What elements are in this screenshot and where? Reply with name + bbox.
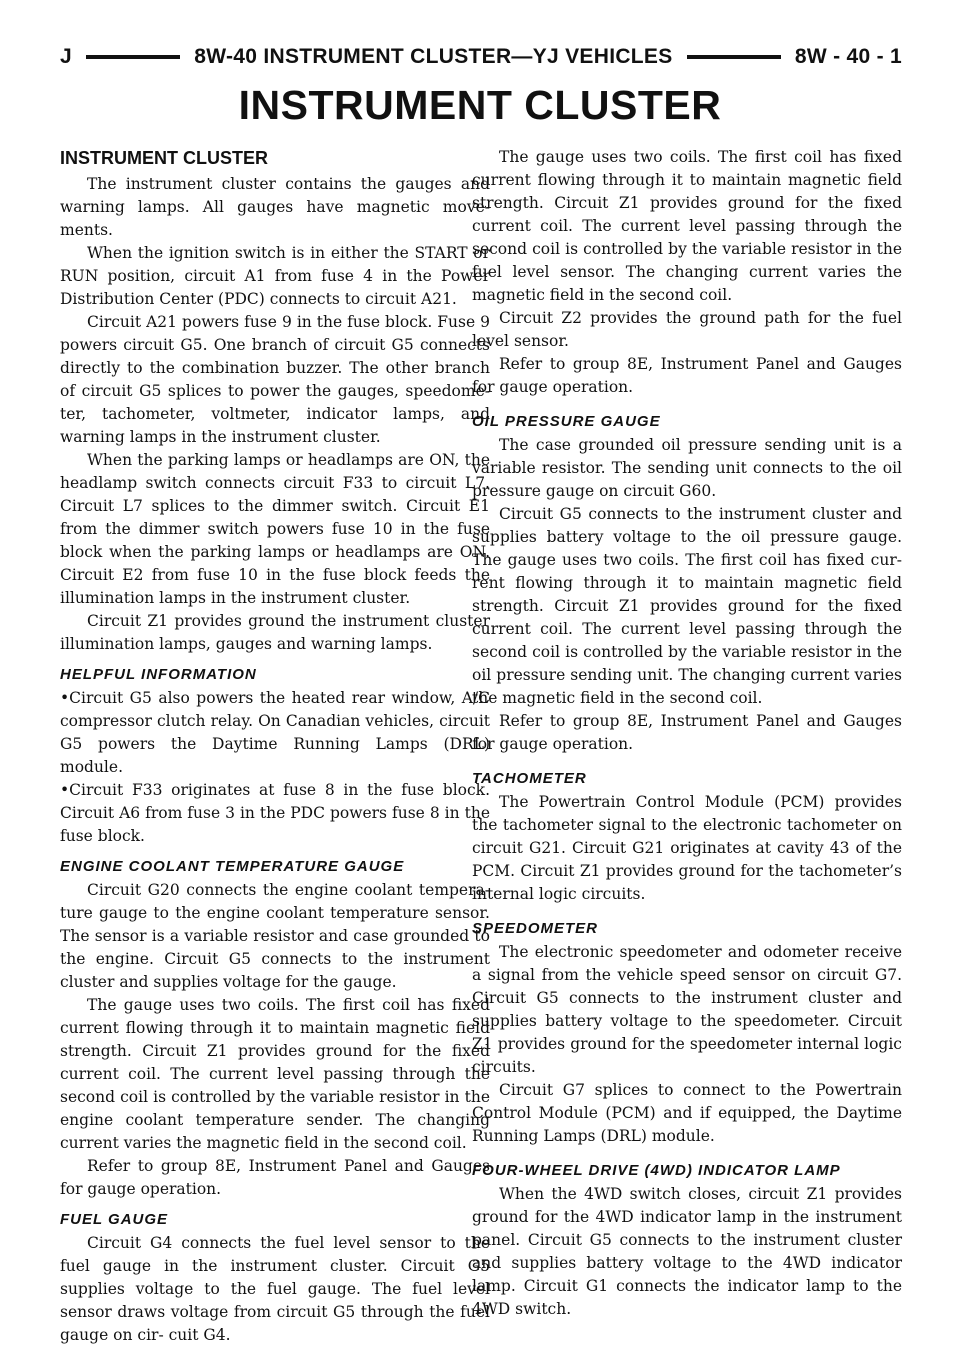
left-column [60, 146, 490, 1347]
oil-pressure-heading: OIL PRESSURE GAUGE [472, 413, 661, 430]
header-rule-left [86, 55, 180, 59]
paragraph: Circuit A21 powers fuse 9 in the fuse block. Fuse 9 powers circuit G5. One branch of circuit G5 connects directly to the combination buzzer. The other branch of circuit G5 splices to power the gauges, speedome- ter, tachometer, voltmeter, indicator lamps, and warning lamps in the instrument cluster. [60, 313, 490, 446]
paragraph: Circuit G7 splices to connect to the Powertrain Control Module (PCM) and if equipped, the Daytime Running Lamps (DRL) module. [472, 1081, 902, 1145]
paragraph: When the ignition switch is in either the START or RUN position, circuit A1 from fuse 4 in the Power Distribution Center (PDC) connects to circuit A21. [60, 244, 490, 308]
header-left: J [60, 45, 72, 68]
bullet-item: •Circuit F33 originates at fuse 8 in the fuse block. Circuit A6 from fuse 3 in the PDC powers fuse 8 in the fuse block. [60, 781, 490, 845]
helpful-info-heading: HELPFUL INFORMATION [60, 666, 257, 683]
page-header [60, 42, 902, 72]
4wd-indicator-heading: FOUR-WHEEL DRIVE (4WD) INDICATOR LAMP [472, 1162, 841, 1179]
paragraph: The gauge uses two coils. The first coil has fixed current flowing through it to maintain magnetic field strength. Circuit Z1 provides ground for the fixed current coil. The current level passing through the second coil is controlled by the variable resistor in the fuel level sensor. The changing current varies the magnetic field in the second coil. [472, 148, 902, 304]
header-right: 8W - 40 - 1 [794, 45, 903, 68]
paragraph: The case grounded oil pressure sending unit is a variable resistor. The sending unit connects to the oil pressure gauge on circuit G60. [472, 436, 902, 500]
right-column [472, 146, 902, 1321]
paragraph: The electronic speedometer and odometer receive a signal from the vehicle speed sensor on circuit G7. Circuit G5 connects to the instrument cluster and supplies battery voltage to the speedometer. Circuit Z1 provides ground for the speedometer internal logic circuits. [472, 943, 902, 1076]
paragraph: When the 4WD switch closes, circuit Z1 provides ground for the 4WD indicator lamp in the instrument panel. Circuit G5 connects to the instrument cluster and supplies battery voltage to the 4WD indicator lamp. Circuit G1 connects the indicator lamp to the 4WD switch. [472, 1185, 902, 1318]
tachometer-heading: TACHOMETER [472, 770, 587, 787]
paragraph: Refer to group 8E, Instrument Panel and Gauges for gauge operation. [60, 1157, 490, 1198]
paragraph: The gauge uses two coils. The first coil has fixed current flowing through it to maintain magnetic field strength. Circuit Z1 provides ground for the fixed current coil. The current level passing through the second coil is controlled by the variable resistor in the engine coolant temperature sender. The changing current varies the magnetic field in the second coil. [60, 996, 490, 1152]
paragraph: Circuit G20 connects the engine coolant tempera- ture gauge to the engine coolant temperature sensor. The sensor is a variable resistor and case grounded to the engine. Circuit G5 connects to the instrument cluster and supplies voltage for the gauge. [60, 881, 490, 991]
section-heading: INSTRUMENT CLUSTER [60, 148, 268, 168]
paragraph: Circuit Z2 provides the ground path for the fuel level sensor. [472, 309, 902, 350]
bullet-icon: • [60, 689, 70, 707]
speedometer-heading: SPEEDOMETER [472, 920, 599, 937]
paragraph: Circuit G5 connects to the instrument cluster and supplies battery voltage to the oil pressure gauge. The gauge uses two coils. The first coil has fixed cur- rent flowing through it to maintain magnetic field strength. Circuit Z1 provides ground for the fixed current coil. The current level passing through the second coil is controlled by the variable resistor in the oil pressure sending unit. The changing current varies the magnetic field in the second coil. [472, 505, 902, 707]
paragraph: Refer to group 8E, Instrument Panel and Gauges for gauge operation. [472, 355, 902, 396]
bullet-item: •Circuit G5 also powers the heated rear window, A/C compressor clutch relay. On Canadian vehicles, circuit G5 powers the Daytime Running Lamps (DRL) module. [60, 689, 490, 776]
header-rule-right [687, 55, 781, 59]
paragraph: Circuit Z1 provides ground the instrument cluster illumination lamps, gauges and warning lamps. [60, 612, 490, 653]
coolant-gauge-heading: ENGINE COOLANT TEMPERATURE GAUGE [60, 858, 405, 875]
paragraph: The Powertrain Control Module (PCM) provides the tachometer signal to the electronic tachometer on circuit G21. Circuit G21 originates at cavity 43 of the PCM. Circuit Z1 provides ground for the tachometer’s internal logic circuits. [472, 793, 902, 903]
header-center: 8W-40 INSTRUMENT CLUSTER—YJ VEHICLES [194, 45, 673, 68]
paragraph: Refer to group 8E, Instrument Panel and Gauges for gauge operation. [472, 712, 902, 753]
paragraph: When the parking lamps or headlamps are ON, the headlamp switch connects circuit F33 to circuit L7. Circuit L7 splices to the dimmer switch. Circuit E1 from the dimmer switch powers fuse 10 in the fuse block when the parking lamps or headlamps are ON. Circuit E2 from fuse 10 in the fuse block feeds the illumination lamps in the instrument cluster. [60, 451, 490, 607]
bullet-icon: • [60, 781, 70, 799]
paragraph: The instrument cluster contains the gauges and warning lamps. All gauges have magnetic move- ments. [60, 175, 490, 239]
fuel-gauge-heading: FUEL GAUGE [60, 1211, 169, 1228]
paragraph: Circuit G4 connects the fuel level sensor to the fuel gauge in the instrument cluster. Circuit G5 supplies voltage to the fuel gauge. The fuel level sensor draws voltage from circuit G5 through the fuel gauge on cir- cuit G4. [60, 1234, 490, 1344]
page-title: INSTRUMENT CLUSTER [238, 82, 722, 128]
